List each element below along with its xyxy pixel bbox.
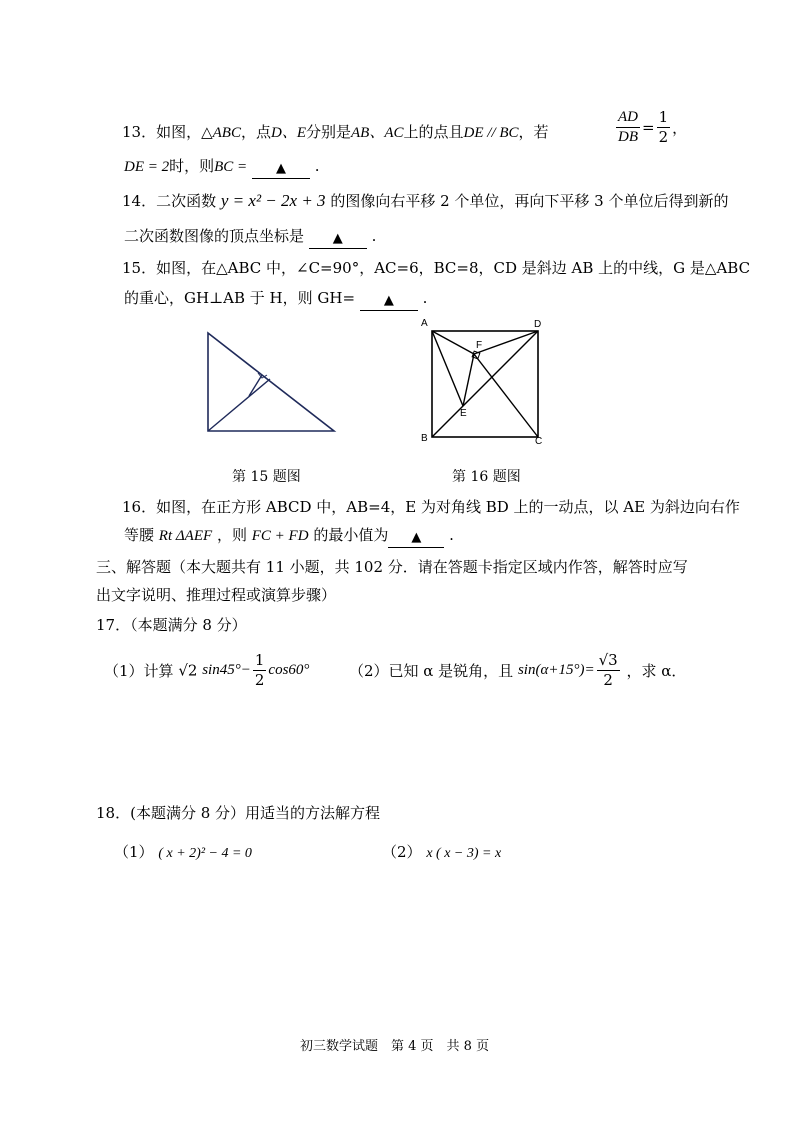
diagonal-bd (432, 331, 538, 437)
segment-ef (463, 354, 474, 406)
fraction-denominator: 2 (658, 128, 669, 146)
q13-text: 分别是 (306, 123, 352, 141)
q14-text: 二次函数图像的顶点坐标是 (124, 227, 305, 245)
q15-line1 (122, 258, 750, 278)
q16-triangle: Rt ΔAEF (158, 528, 213, 544)
answer-blank[interactable] (252, 156, 310, 179)
q13-segments: AB、AC (351, 125, 404, 141)
answer-blank[interactable] (309, 226, 367, 249)
q16-text: 的最小值为 (313, 526, 389, 544)
q16-line1 (122, 497, 740, 517)
right-angle-mark (472, 351, 480, 359)
q18-equation-2: x ( x − 3) = x (426, 846, 502, 861)
label-d: D (534, 319, 542, 330)
fraction-numerator: 1 (254, 651, 265, 669)
q13-text: 如图， (156, 123, 202, 141)
sin-expression: sin(α+15°)= (517, 662, 595, 678)
triangle-marker-icon: ▲ (383, 293, 394, 308)
cos60: cos60° (268, 662, 310, 678)
q16-text: 等腰 (124, 526, 155, 544)
q14-line1 (122, 191, 729, 211)
q13-fraction-half (657, 108, 671, 147)
q15-number: 15． (122, 259, 157, 277)
fraction-denominator: DB (618, 129, 638, 145)
fraction-one-half (253, 651, 267, 690)
q13-line2 (124, 156, 320, 179)
q16-text: 如图，在正方形 ABCD 中，AB=4，E 为对角线 BD 上的一动点，以 AE 为斜边向右作 (156, 498, 740, 516)
q18-part2-label: （2） (382, 843, 422, 861)
q13-text: 上的点且 (403, 123, 464, 141)
q17-part2-end: ，求 α． (626, 662, 687, 680)
q16-text: ，则 (216, 526, 247, 544)
segment-ae (432, 331, 463, 406)
q15-line2 (124, 288, 427, 311)
q14-number: 14． (122, 192, 157, 210)
answer-blank[interactable] (360, 288, 418, 311)
q14-text: 二次函数 (156, 192, 217, 210)
period: . (371, 227, 377, 245)
triangle-marker-icon: ▲ (275, 161, 286, 176)
q18-part2 (382, 842, 501, 864)
q13-text: ，若 (518, 123, 549, 141)
q13-text: ，点 (240, 123, 271, 141)
q13-parallel: DE // BC (463, 125, 519, 141)
q16-number: 16． (122, 498, 157, 516)
q13-line1 (122, 122, 549, 143)
median-cd (208, 379, 270, 431)
fraction-numerator: √3 (598, 651, 618, 669)
q17-title: 17．（本题满分 8 分） (96, 616, 247, 634)
figure-16-diagram (418, 316, 548, 446)
figure-16-caption: 第 16 题图 (452, 469, 521, 485)
triangle-marker-icon: ▲ (411, 530, 422, 545)
page-footer: 初三数学试题 第 4 页 共 8 页 (300, 1039, 490, 1054)
q15-text: 如图，在△ABC 中，∠C=90°，AC=6，BC=8，CD 是斜边 AB 上的中线，G 是△ABC (156, 259, 751, 277)
period: . (449, 526, 454, 544)
figure-15-caption: 第 15 题图 (232, 469, 301, 485)
label-c: C (535, 436, 543, 446)
section3-heading-line2: 出文字说明、推理过程或演算步骤） (96, 586, 337, 604)
q14-text: 的图像向右平移 2 个单位，再向下平移 3 个单位后得到新的 (330, 192, 729, 210)
q13-fraction-expression (614, 108, 687, 147)
q17-part2-label: （2）已知 α 是锐角，且 (348, 662, 514, 680)
q17-parts (104, 651, 686, 690)
label-b: B (421, 433, 428, 444)
equals-sign: = (642, 118, 655, 137)
q13-comma: ， (672, 119, 688, 137)
q16-line2 (124, 525, 454, 548)
q13-bc: BC = (214, 159, 248, 175)
q18-part1-label: （1） (114, 843, 154, 861)
q18-equation-1: ( x + 2)² − 4 = 0 (158, 846, 252, 861)
q15-text: 的重心，GH⊥AB 于 H，则 GH= (124, 289, 356, 307)
q14-formula: y = x² − 2x + 3 (220, 191, 326, 210)
period: . (314, 157, 320, 175)
q13-points: D、E (271, 125, 306, 141)
triangle-abc (208, 333, 334, 431)
triangle-marker-icon: ▲ (332, 231, 343, 246)
figure-15-diagram (200, 330, 340, 436)
label-e: E (460, 408, 467, 419)
fraction-numerator: AD (616, 108, 640, 128)
label-f: F (476, 340, 483, 351)
q17-part1-label: （1）计算 (104, 662, 174, 680)
q13-fraction-ad-db (616, 108, 640, 147)
q14-line2 (124, 226, 376, 249)
section3-heading-line1: 三、解答题（本大题共有 11 小题，共 102 分．请在答题卡指定区域内作答，解答时应写 (96, 558, 688, 576)
period: . (422, 289, 428, 307)
segment-af (432, 331, 474, 354)
sin45: sin45°− (202, 662, 251, 678)
q18-part1 (114, 842, 252, 864)
sqrt-2: √2 (178, 661, 198, 680)
answer-blank[interactable] (388, 525, 444, 548)
fraction-sqrt3-over-2 (597, 651, 620, 690)
q16-expression: FC + FD (251, 528, 309, 544)
q13-de-value: DE = 2 (124, 159, 170, 175)
q13-triangle: △ABC (201, 125, 241, 141)
q13-text: 时，则 (169, 157, 215, 175)
label-a: A (421, 318, 428, 329)
segment-fd (474, 331, 538, 354)
fraction-denominator: 2 (603, 671, 613, 689)
perpendicular-gh (249, 375, 262, 396)
q18-title: 18．(本题满分 8 分）用适当的方法解方程 (96, 804, 381, 822)
fraction-numerator: 1 (658, 108, 669, 126)
q13-number: 13． (122, 123, 157, 141)
fraction-denominator: 2 (254, 671, 265, 689)
segment-fc (474, 354, 538, 437)
